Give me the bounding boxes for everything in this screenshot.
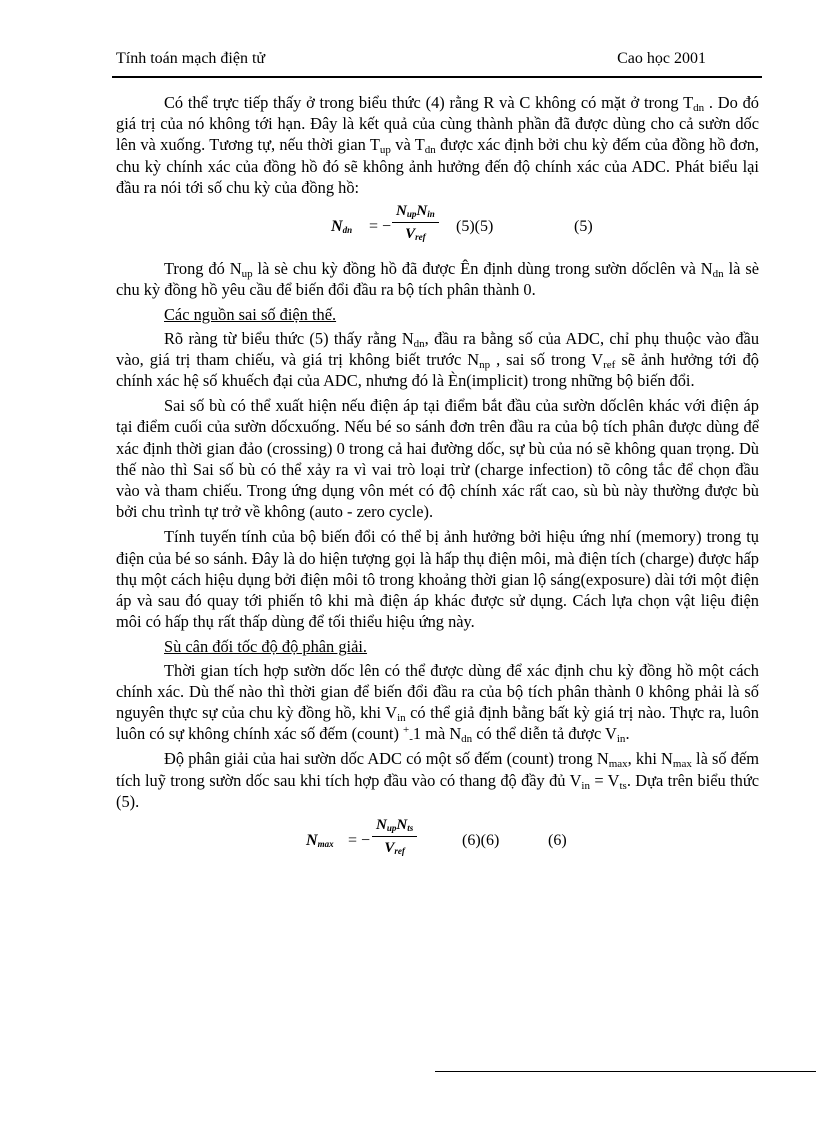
body-text <box>116 92 759 872</box>
equation-6 <box>116 816 759 864</box>
section-heading-speed-resolution: Sù cân đối tốc độ độ phân giải. <box>164 637 368 657</box>
equation-5-fraction: $N_{up}N_{in}$ $V_{ref}$ <box>392 202 439 243</box>
paragraph-7: Độ phân giải của hai sườn dốc ADC có một số đếm (count) trong $N_{max}$, khi $N_{max}$ là số đếm tích luỹ trong sườn dốc sau khi tích hợp đầu vào có thang độ đầy đủ $V_{in} = V_{ts}$. Dựa trên biểu thức (5). <box>116 749 760 811</box>
page-header <box>116 50 760 74</box>
paragraph-4: Sai số bù có thể xuất hiện nếu điện áp tại điểm bắt đầu của sườn dốclên khác với điện áp tại điểm cuối của sườn dốcxuống. Nếu bé so sánh đơn trên đầu ra của bộ tích phân được dùng để xác định thời gian đảo (crossing) 0 trong cả hai đường dốc, sự bù của nó sẽ không quan trọng. Dù thế nào thì Sai số bù có thể xảy ra vì vai trò loại trừ (charge infection) tõ công tắc để chọn đầu vào và tham chiếu. Trong ứng dụng vôn mét có độ chính xác rất cao, sù bù này thường được bù bởi chu trình tự trở về không (auto - zero cycle). <box>116 396 759 522</box>
equation-5-refs: (5)(5) <box>456 218 494 236</box>
equation-5-lhs: $N_{dn}$ = − <box>331 218 392 236</box>
equation-6-refs: (6)(6) <box>462 832 500 850</box>
equation-6-lhs: $N_{max}$ = − <box>306 832 371 850</box>
section-heading-voltage-errors: Các nguồn sai số điện thế. <box>164 305 337 325</box>
paragraph-3: Rõ ràng từ biểu thức (5) thấy rằng $N_{dn}$, đầu ra bằng số của ADC, chỉ phụ thuộc vào đầu vào, giá trị tham chiếu, và giá trị không biết trước $N_{np}$ , sai số trong $V_{ref}$ sẽ ảnh hưởng tới độ chính xác hệ số khuếch đại của ADC, nhưng đó là Èn(implicit) trong những bộ biến đổi. <box>116 328 760 391</box>
equation-5-number: (5) <box>574 218 593 236</box>
equation-6-fraction: $N_{up}N_{ts}$ $V_{ref}$ <box>372 816 417 857</box>
header-course: Cao học 2001 <box>617 50 706 67</box>
paragraph-2: Trong đó $N_{up}$ là sè chu kỳ đồng hồ đã được Ên định dùng trong sườn dốclên và $N_{dn}$ là sè chu kỳ đồng hồ yêu cầu để biến đổi đầu ra bộ tích phân thành 0. <box>116 259 759 300</box>
header-title: Tính toán mạch điện tử <box>116 50 266 67</box>
equation-6-number: (6) <box>548 832 567 850</box>
equation-5 <box>116 202 759 250</box>
header-divider <box>112 76 762 78</box>
paragraph-6: Thời gian tích hợp sườn dốc lên có thể được dùng để xác định chu kỳ đồng hồ một cách chính xác. Dù thế nào thì thời gian để biến đổi đầu ra của bộ tích phân thành 0 không phải là số nguyên thực sự của chu kỳ đồng hồ, khi $V_{in}$ có thể giả định bằng bất kỳ giá trị nào. Thực ra, luôn luôn có sự không chính xác số đếm (count) +$_-$1 mà $N_{dn}$ có thể diễn tả được $V_{in}$. <box>116 660 759 746</box>
paragraph-5: Tính tuyến tính của bộ biến đổi có thể bị ảnh hưởng bởi hiệu ứng nhí (memory) trong tụ điện của bé so sánh. Đây là do hiện tượng gọi là hấp thụ điện môi, mà điện tích (charge) được hấp thụ một cách hiệu dụng bởi điện môi tô trong khoảng thời gian lộ sáng(exposure) dài tới một điện áp và sau đó quay tới phiến tô khi mà điện áp khác được sử dụng. Cách lựa chọn vật liệu điện môi có hấp thụ rất thấp dùng để tối thiểu hiệu ứng này. <box>116 527 759 632</box>
footer-divider <box>435 1071 816 1072</box>
paragraph-1: Có thể trực tiếp thấy ở trong biểu thức (4) rằng R và C không có mặt ở trong $T_{dn}$ . Do đó giá trị của nó không tới hạn. Đây là kết quả của cùng thành phần đã được dùng cho cả sườn dốc lên và xuống. Tương tự, nếu thời gian $T_{up}$ và $T_{dn}$ được xác định bởi chu kỳ đếm của đồng hồ đơn, chu kỳ chính xác của đồng hồ đó sẽ không ảnh hưởng đến độ chính xác của ADC. Phát biểu lại đầu ra nói tới số chu kỳ của đồng hồ: <box>116 93 759 197</box>
